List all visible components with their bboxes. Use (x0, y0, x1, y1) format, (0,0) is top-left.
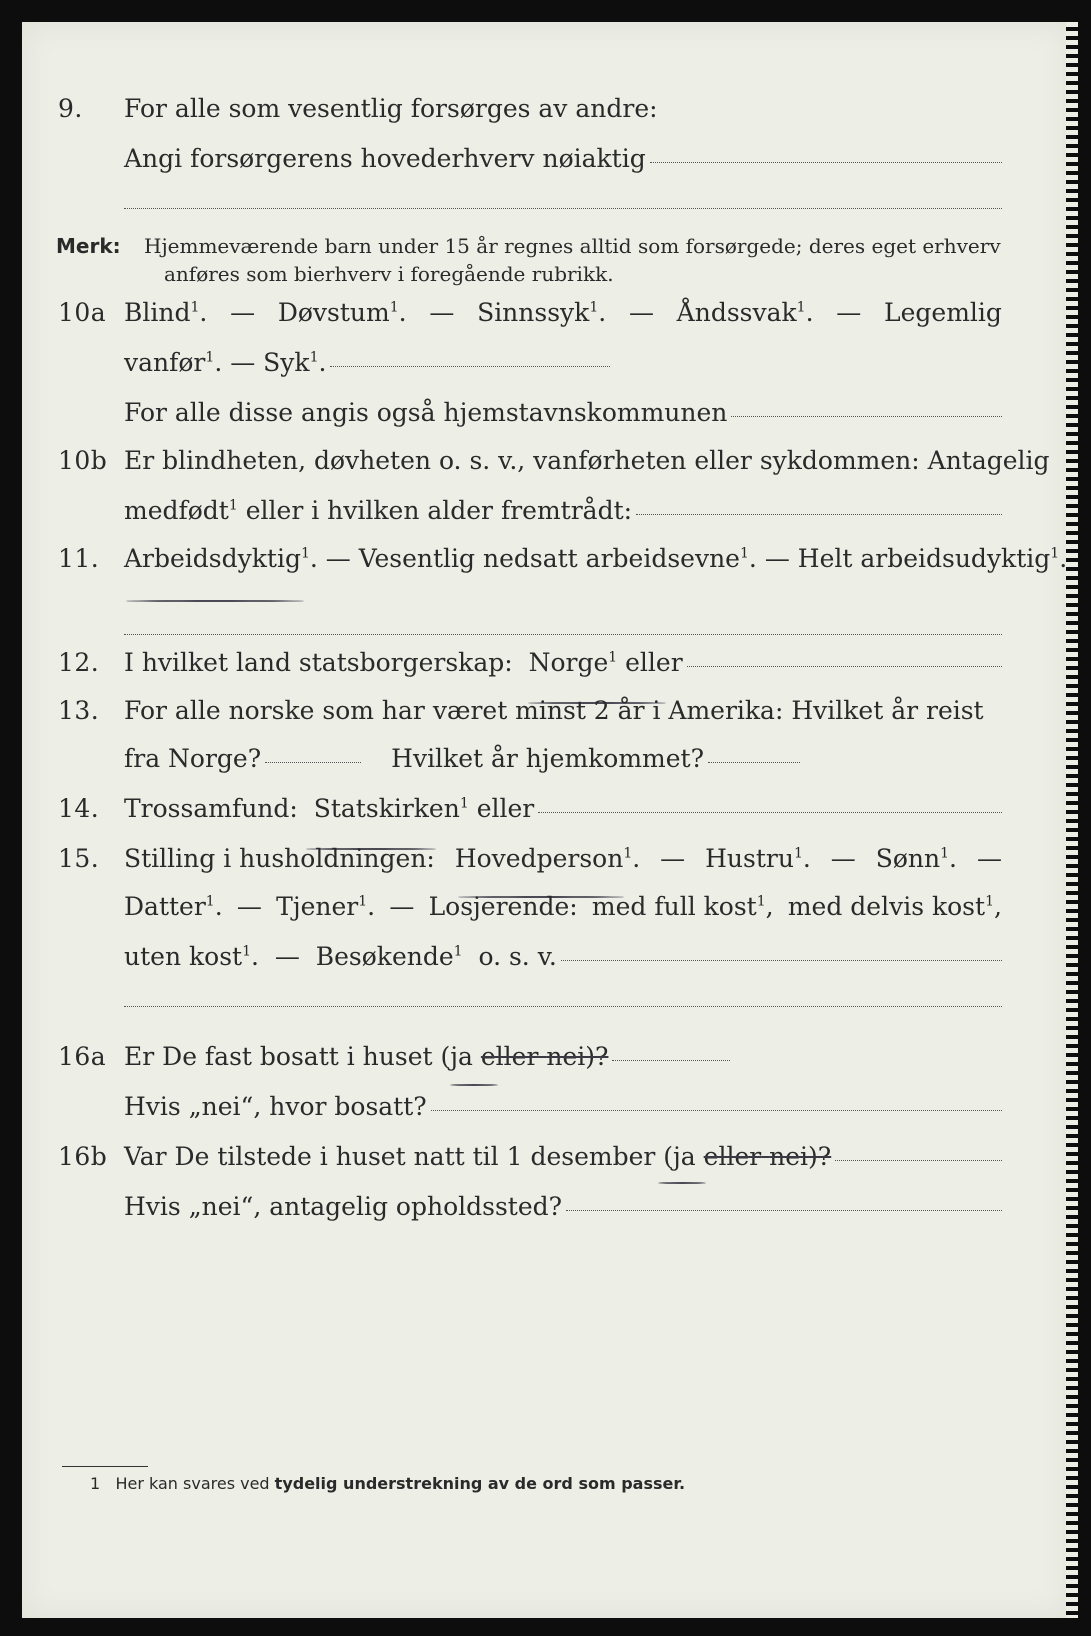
q16a-line2 (124, 1092, 1002, 1121)
opt-andssvak[interactable]: Åndssvak$^1$. (676, 298, 814, 327)
q15-number: 15. (58, 844, 100, 873)
opt-tjener[interactable]: Tjener$^1$. (276, 892, 376, 921)
opt-arbeidsdyktig[interactable]: Arbeidsdyktig$^1$. (124, 544, 326, 573)
dash: — (274, 942, 300, 971)
q10a-municipality-field[interactable] (731, 416, 1002, 417)
dash: — (764, 544, 790, 573)
opt-besokende[interactable]: Besøkende$^1$ (315, 942, 463, 971)
q12-or: eller (625, 648, 683, 677)
q16b-question: Var De tilstede i huset natt til 1 desember (124, 1142, 656, 1171)
opt-medfodt[interactable]: medfødt$^1$ (124, 496, 238, 525)
opt-sonn[interactable]: Sønn$^1$. (875, 844, 957, 873)
opt-uten-kost[interactable]: uten kost$^1$. (124, 942, 275, 971)
dash: — (230, 348, 256, 377)
opt-norge[interactable]: Norge$^1$ (528, 648, 618, 677)
q13-departure-label: fra Norge? (124, 744, 262, 773)
dash: — (628, 298, 654, 327)
q9-line2 (124, 144, 1002, 173)
opt-ja[interactable]: (ja (440, 1042, 473, 1071)
q16a-where-field[interactable] (431, 1110, 1002, 1111)
opt-hovedperson[interactable]: Hovedperson$^1$. (454, 844, 641, 873)
q9-question: For alle som vesentlig forsørges av andre: (124, 94, 658, 123)
dash: — (230, 298, 256, 327)
dash: — (660, 844, 686, 873)
q13-line1 (124, 696, 1002, 725)
q12-number: 12. (58, 648, 100, 677)
footnote-mark: 1 (90, 1474, 101, 1493)
opt-nei-struck[interactable]: nei)? (546, 1042, 609, 1071)
opt-eller-struck: eller (703, 1142, 762, 1171)
dash: — (429, 298, 455, 327)
footnote-bold-text: tydelig understrekning av de ord som passer. (274, 1474, 686, 1493)
q9-answer-field[interactable] (650, 162, 1002, 163)
q15-label: Stilling i husholdningen: (124, 844, 435, 873)
q13-return-field[interactable] (708, 762, 800, 763)
opt-nei-struck[interactable]: nei)? (769, 1142, 832, 1171)
merk-line1: Hjemmeværende barn under 15 år regnes alltid som forsørgede; deres eget erhverv (144, 234, 1001, 258)
handwritten-underline (450, 1084, 498, 1086)
q15-osv: o. s. v. (478, 942, 557, 971)
q16a-where-label: Hvis „nei“, hvor bosatt? (124, 1092, 427, 1121)
q13-return-label: Hvilket år hjemkommet? (391, 744, 705, 773)
q10a-line2 (124, 348, 610, 377)
q16a-question: Er De fast bosatt i huset (124, 1042, 433, 1071)
q16b-whereabouts-label: Hvis „nei“, antagelig opholdssted? (124, 1192, 563, 1221)
q10b-number: 10b (58, 446, 108, 475)
q15-losjerende-label: Losjerende: (428, 892, 578, 921)
dash: — (389, 892, 415, 921)
q9-line1 (124, 94, 1002, 123)
dash: — (236, 892, 262, 921)
q10b-line1 (124, 446, 1050, 475)
opt-ja[interactable]: (ja (663, 1142, 696, 1171)
handwritten-underline (658, 1182, 706, 1184)
q13-number: 13. (58, 696, 100, 725)
q14-number: 14. (58, 794, 100, 823)
footnote (90, 1474, 685, 1493)
q11-number: 11. (58, 544, 100, 573)
q10a-line1 (124, 298, 1002, 327)
q15-line1 (124, 844, 1002, 873)
q15-line2 (124, 892, 1002, 921)
dash: — (976, 844, 1002, 873)
q14-line (124, 794, 1002, 823)
q12-line (124, 648, 1002, 677)
q16a-answer-field[interactable] (612, 1060, 730, 1061)
dash: — (836, 298, 862, 327)
q16a-line1 (124, 1042, 730, 1071)
q10a-line3 (124, 398, 1002, 427)
q16a-number: 16a (58, 1042, 107, 1071)
census-form-page (22, 22, 1070, 1618)
merk-line2: anføres som bierhverv i foregående rubrikk. (164, 262, 614, 286)
q16b-line1 (124, 1142, 1002, 1171)
footnote-rule (62, 1466, 148, 1467)
opt-hustru[interactable]: Hustru$^1$. (705, 844, 811, 873)
q13-departure-field[interactable] (265, 762, 361, 763)
opt-vanfor[interactable]: vanfør$^1$. (124, 348, 231, 377)
opt-dovstum[interactable]: Døvstum$^1$. (277, 298, 407, 327)
q15-line3 (124, 942, 1002, 971)
opt-nedsatt-arbeidsevne[interactable]: Vesentlig nedsatt arbeidsevne$^1$. (358, 544, 765, 573)
opt-full-kost[interactable]: med full kost$^1$, (591, 892, 774, 921)
opt-datter[interactable]: Datter$^1$. (124, 892, 223, 921)
merk-label: Merk: (56, 234, 121, 258)
q14-label: Trossamfund: (124, 794, 298, 823)
opt-delvis-kost[interactable]: med delvis kost$^1$, (787, 892, 1002, 921)
q9-provider-occupation-label: Angi forsørgerens hovederhverv nøiaktig (124, 144, 646, 173)
opt-blind[interactable]: Blind$^1$. (124, 298, 208, 327)
q16b-line2 (124, 1192, 1002, 1221)
q10a-home-municipality-label: For alle disse angis også hjemstavnskommunen (124, 398, 728, 427)
q11-line (124, 544, 1068, 573)
q16b-whereabouts-field[interactable] (566, 1210, 1002, 1211)
q16b-number: 16b (58, 1142, 108, 1171)
dash: — (830, 844, 856, 873)
opt-legemlig[interactable]: Legemlig (884, 298, 1002, 327)
q9-answer-line[interactable] (124, 208, 1002, 209)
q12-label: I hvilket land statsborgerskap: (124, 648, 513, 677)
q10b-answer-field[interactable] (636, 514, 1002, 515)
dash: — (325, 544, 351, 573)
q10a-number: 10a (58, 298, 107, 327)
handwritten-underline (126, 600, 304, 602)
q11-answer-line[interactable] (124, 634, 1002, 635)
opt-syk[interactable]: Syk$^1$. (263, 348, 327, 377)
opt-statskirken[interactable]: Statskirken$^1$ (313, 794, 469, 823)
q16b-answer-field[interactable] (835, 1160, 1002, 1161)
opt-eller-struck: eller (480, 1042, 539, 1071)
perforated-edge (1066, 22, 1078, 1618)
q15-answer-line[interactable] (124, 1006, 1002, 1007)
opt-arbeidsudyktig[interactable]: Helt arbeidsudyktig$^1$. (797, 544, 1068, 573)
footnote-text: Her kan svares ved (115, 1474, 270, 1493)
q10b-line2 (124, 496, 1002, 525)
q9-number: 9. (58, 94, 83, 123)
q13-question: For alle norske som har været minst 2 år i Amerika: Hvilket år reist (124, 696, 984, 725)
opt-sinnssyk[interactable]: Sinnssyk$^1$. (477, 298, 607, 327)
q10b-question: Er blindheten, døvheten o. s. v., vanførheten eller sykdommen: Antagelig (124, 446, 1050, 475)
q10a-answer-field[interactable] (330, 366, 610, 367)
q14-answer-field[interactable] (538, 812, 1002, 813)
q13-line2 (124, 744, 800, 773)
q10b-age-label: eller i hvilken alder fremtrådt: (245, 496, 633, 525)
q12-answer-field[interactable] (687, 666, 1002, 667)
q14-or: eller (476, 794, 535, 823)
q15-answer-field[interactable] (561, 960, 1002, 961)
